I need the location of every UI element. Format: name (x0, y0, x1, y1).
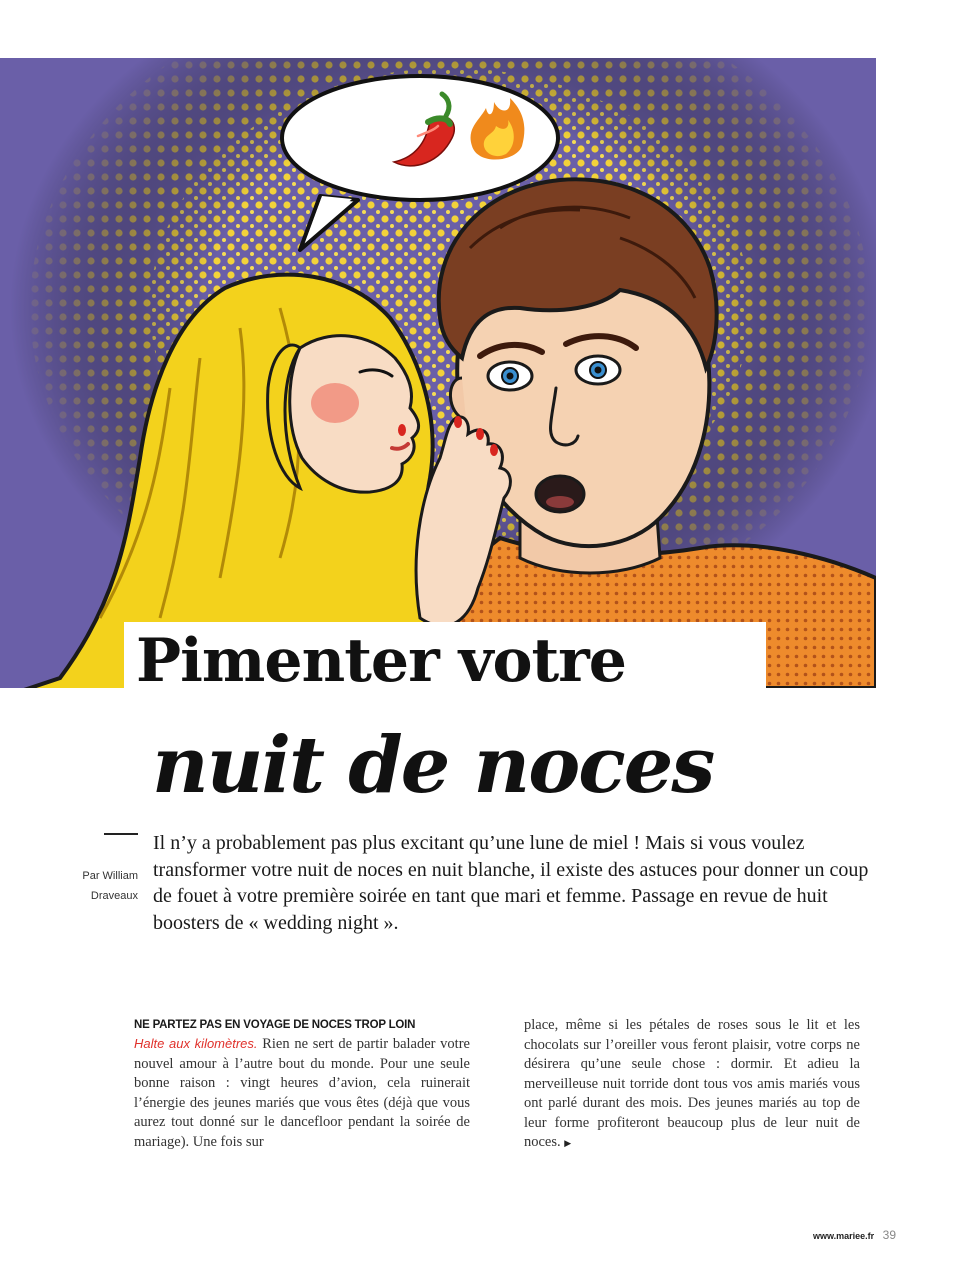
page-footer (813, 1226, 896, 1244)
end-arrow-icon: ▶ (564, 1138, 572, 1148)
byline-author-line-1: Par William (82, 870, 138, 882)
body-column-1 (134, 1016, 470, 1152)
byline (40, 866, 138, 906)
byline-rule (104, 833, 138, 835)
body-column-2 (524, 1016, 860, 1154)
body-text-1: Rien ne sert de partir balader votre nouvel amour à l’autre bout du monde. Pour une seule bonne raison : vingt heures d’avion, cela ruinerait l’énergie des jeunes mariés que vous êtes (déjà que vous aurez tout donné sur le dancefloor pendant la soirée de mariage). Une fois sur (134, 1036, 470, 1150)
footer-website: www.mariee.fr (812, 1231, 875, 1241)
headline-line-2: nuit de noces (152, 720, 714, 811)
byline-author-line-2: Draveaux (90, 890, 138, 902)
lead-paragraph: Il n’y a probablement pas plus excitant qu’une lune de miel ! Mais si vous voulez transformer votre nuit de noces en nuit blanche, il existe des astuces pour donner un coup de fouet à votre première soirée en tant que mari et femme. Passage en revue de huit boosters de « wedding night ». (153, 832, 869, 934)
hero-illustration (0, 58, 876, 688)
section-heading: NE PARTEZ PAS EN VOYAGE DE NOCES TROP LOIN (134, 1019, 416, 1031)
page-number: 39 (882, 1228, 896, 1242)
section-lead-in: Halte aux kilomètres. (134, 1036, 258, 1051)
headline-line-1: Pimenter votre (136, 626, 626, 696)
body-text-2: place, même si les pétales de roses sous le lit et les chocolats sur l’oreiller vous feront plaisir, votre corps ne désirera qu’une seule chose : dormir. Et adieu la merveilleuse nuit torride dont tous vos amis mariés vous ont parlé durant des mois. Des jeunes mariés au top de leur forme profiteront beaucoup plus de leur nuit de noces. (524, 1017, 860, 1150)
